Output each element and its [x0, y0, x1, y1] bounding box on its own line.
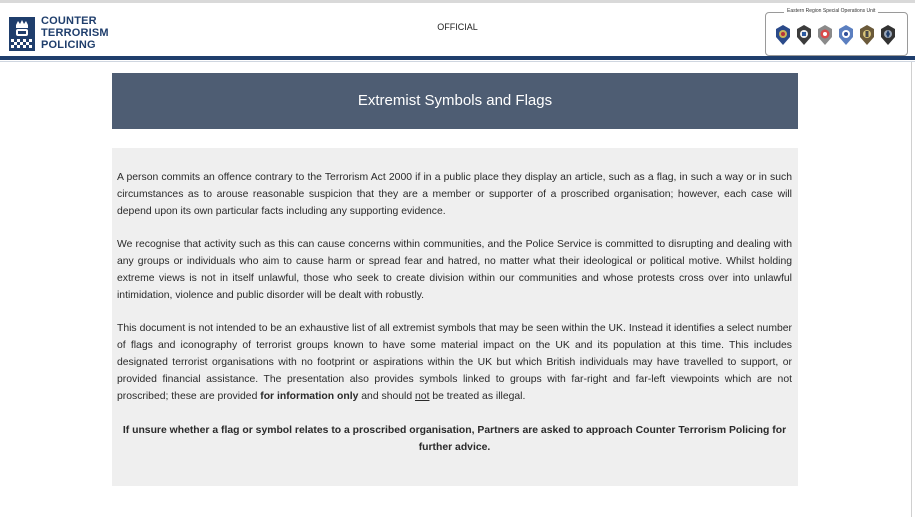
- info-only-emphasis: for information only: [260, 391, 359, 402]
- not-emphasis: not: [415, 391, 430, 402]
- header-subrule: [0, 61, 915, 62]
- classification-label: OFFICIAL: [437, 22, 478, 32]
- page-edge: [911, 62, 912, 517]
- essex-police-crest-icon: [774, 24, 792, 46]
- scope-text-end: be treated as illegal.: [429, 391, 526, 402]
- hertfordshire-police-crest-icon: [816, 24, 834, 46]
- paragraph-community-concerns: We recognise that activity such as this can cause concerns within communities, and the Police Service is committed to disrupting and dealing with any groups or individuals who aim to cause harm or spread fear and hatred, no matter what their ideological or political motive. Whilst holding extreme views is not in itself unlawful, those who seek to create division within our communities and whose protests cross over into unlawful intimidation, violence and public disorder will be dealt with robustly.: [117, 239, 792, 301]
- page-title: Extremist Symbols and Flags: [357, 92, 553, 109]
- ctp-logo: [9, 15, 109, 55]
- logo-line-1: COUNTER: [41, 15, 97, 27]
- header-rule: [0, 56, 915, 60]
- logo-line-3: POLICING: [41, 39, 96, 51]
- page-header: [0, 3, 915, 56]
- paragraph-terrorism-act: A person commits an offence contrary to the Terrorism Act 2000 if in a public place they display an article, such as a flag, in such a way or in such circumstances as to arouse reasonable suspicion that they are a member or supporter of a proscribed organisation; however, each case will depend upon its own particular facts including any supporting evidence.: [117, 172, 792, 217]
- bedfordshire-police-crest-icon: [795, 24, 813, 46]
- crest-row: [774, 24, 897, 48]
- suffolk-police-crest-icon: [879, 24, 897, 46]
- cambridgeshire-police-crest-icon: [837, 24, 855, 46]
- content-panel: [112, 148, 798, 486]
- title-banner: [112, 73, 798, 129]
- norfolk-police-crest-icon: [858, 24, 876, 46]
- unit-title: Eastern Region Special Operations Unit: [784, 8, 878, 14]
- scope-text-mid: and should: [358, 391, 416, 402]
- advice-note: If unsure whether a flag or symbol relates to a proscribed organisation, Partners are asked to approach Counter Terrorism Policing for further advice.: [122, 425, 787, 453]
- logo-line-2: TERRORISM: [41, 27, 109, 39]
- scope-text: This document is not intended to be an exhaustive list of all extremist symbols that may be seen within the UK. Instead it identifies a select number of flags and iconography of terrorist groups known to have some material impact on the UK and its population at this time. This includes designated terrorist organisations with no footprint or aspirations within the UK but which British individuals may have travelled to support, or provided financial assistance. The presentation also provides symbols linked to groups with far-right and far-left viewpoints which are not proscribed; these are provided: [117, 323, 792, 402]
- unit-crest-panel: [765, 8, 908, 56]
- logo-text: [41, 15, 109, 51]
- paragraph-document-scope: [117, 320, 792, 405]
